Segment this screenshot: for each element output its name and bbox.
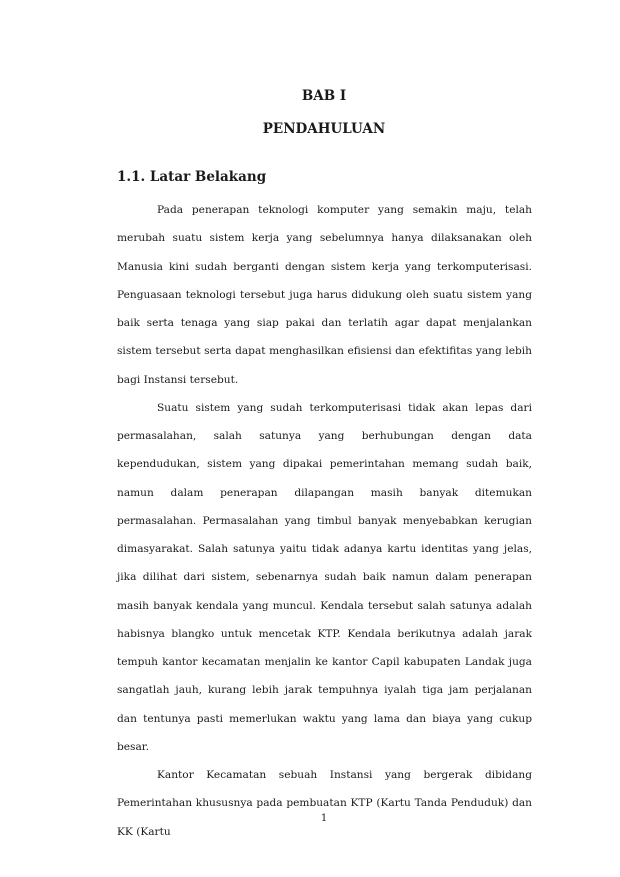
chapter-number: BAB I (301, 88, 347, 104)
paragraph: Kantor Kecamatan sebuah Instansi yang bergerak dibidang Pemerintahan khususnya pada pembuatan KTP (Kartu Tanda Penduduk) dan KK (Kartu (117, 769, 532, 838)
paragraph: Suatu sistem yang sudah terkomputerisasi tidak akan lepas dari permasalahan, salah satunya yang berhubungan dengan data kependudukan, sistem yang dipakai pemerintahan memang sudah baik, namun dalam penerapan dilapangan masih banyak ditemukan permasalahan. Permasalahan yang timbul banyak menyebabkan kerugian dimasyarakat. Salah satunya yaitu tidak adanya kartu identitas yang jelas, jika dilihat dari sistem, sebenarnya sudah baik namun dalam penerapan masih banyak kendala yang muncul. Kendala tersebut salah satunya adalah habisnya blangko untuk mencetak KTP. Kendala berikutnya adalah jarak tempuh kantor kecamatan menjalin ke kantor Capil kabupaten Landak juga sangatlah jauh, kurang lebih jarak tempuhnya iyalah tiga jam perjalanan dan tentunya pasti memerlukan waktu yang lama dan biaya yang cukup besar. (117, 401, 532, 753)
paragraph: Pada penerapan teknologi komputer yang semakin maju, telah merubah suatu sistem kerja yang sebelumnya hanya dilaksanakan oleh Manusia kini sudah berganti dengan sistem kerja yang terkomputerisasi. Penguasaan teknologi tersebut juga harus didukung oleh suatu sistem yang baik serta tenaga yang siap pakai dan terlatih agar dapat menjalankan sistem tersebut serta dapat menghasilkan efisiensi dan efektifitas yang lebih bagi Instansi tersebut. (117, 204, 532, 386)
page-number: 1 (320, 813, 328, 824)
section-heading: 1.1. Latar Belakang (117, 169, 267, 185)
chapter-title: PENDAHULUAN (262, 121, 386, 137)
body-text (117, 196, 532, 846)
